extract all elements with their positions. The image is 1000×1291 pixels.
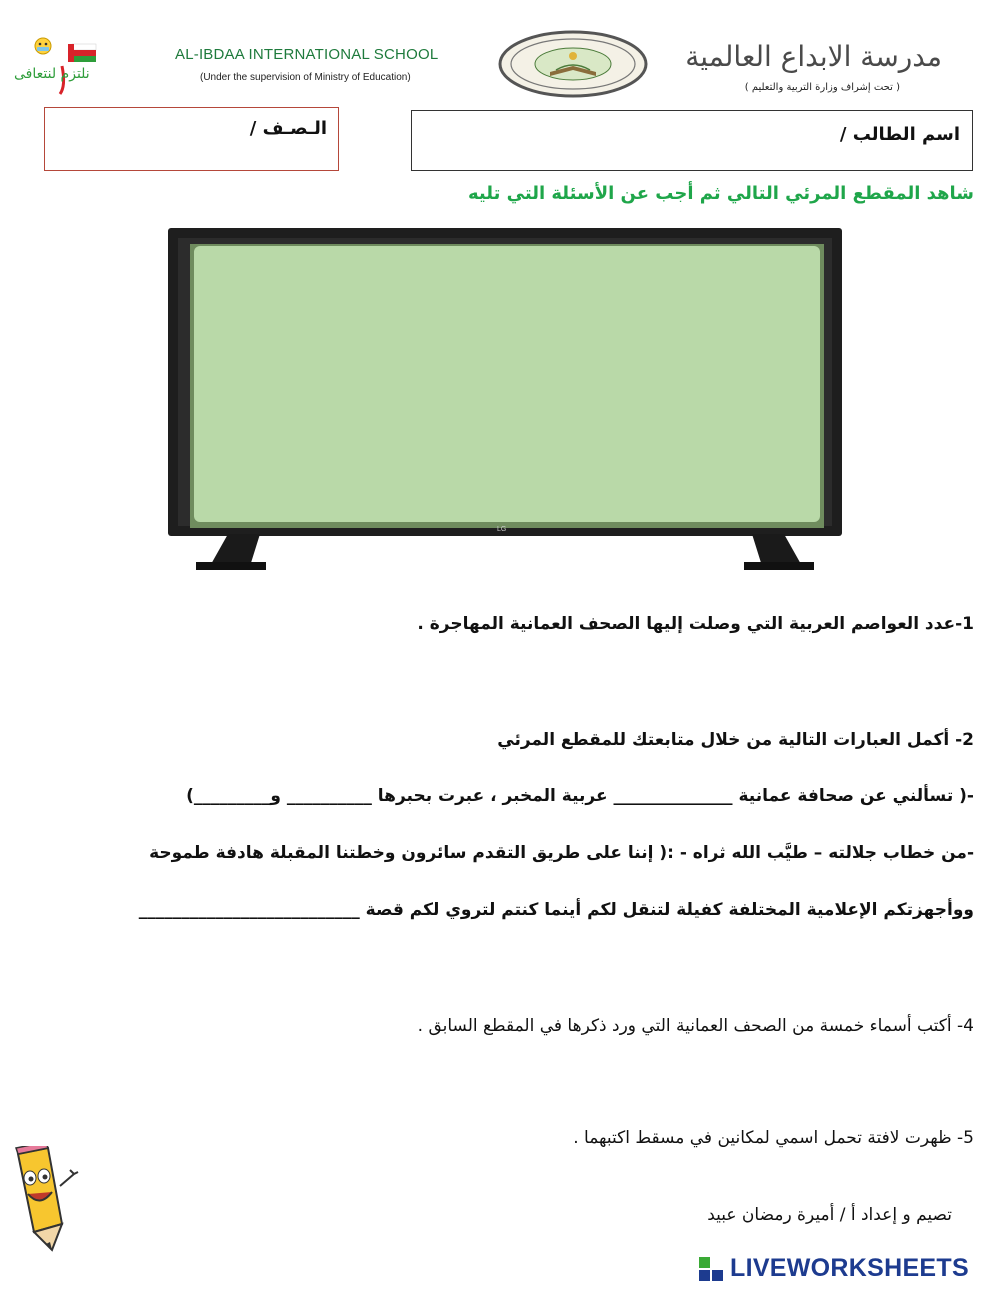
school-seal-icon: [498, 30, 648, 102]
question-2-line-2: -من خطاب جلالته – طيَّب الله ثراه - :( إننا على طريق التقدم سائرون وخطتنا المقبلة هادفة طموحة: [149, 843, 974, 863]
question-5: 5- ظهرت لافتة تحمل اسمي لمكانين في مسقط اكتبهما .: [573, 1128, 974, 1148]
video-screen: [194, 246, 820, 522]
liveworksheets-brand[interactable]: LIVEWORKSHEETS: [730, 1254, 969, 1282]
school-name-ar: مدرسة الابداع العالمية: [685, 40, 942, 73]
pencil-mascot-icon: [0, 1146, 80, 1260]
author-credit: تصيم و إعداد أ / أميرة رمضان عبيد: [707, 1205, 952, 1225]
question-2-line-1[interactable]: -( تسألني عن صحافة عمانية ______________ عربية المخبر ، عبرت بحبرها __________ و_________): [186, 786, 974, 806]
video-player[interactable]: [168, 228, 842, 580]
school-name-en: AL-IBDAA INTERNATIONAL SCHOOL: [175, 46, 439, 63]
question-2-title: 2- أكمل العبارات التالية من خلال متابعتك للمقطع المرئي: [497, 730, 974, 750]
class-label: الـصـف /: [249, 118, 327, 139]
instruction-text: شاهد المقطع المرئي التالي ثم أجب عن الأسئلة التي تليه: [468, 183, 974, 204]
school-subtitle-ar: ( تحت إشراف وزارة التربية والتعليم ): [744, 82, 900, 93]
question-2-line-3[interactable]: ووأجهزتكم الإعلامية المختلفة كفيلة لتنقل لكم أينما كنتم لتروي لكم قصة __________________________: [138, 900, 974, 920]
liveworksheets-logo-icon: [698, 1255, 726, 1287]
school-subtitle-en: (Under the supervision of Ministry of Education): [200, 72, 411, 83]
question-1: 1-عدد العواصم العربية التي وصلت إليها الصحف العمانية المهاجرة .: [417, 614, 974, 634]
student-name-label: اسم الطالب /: [839, 124, 960, 145]
question-4: 4- أكتب أسماء خمسة من الصحف العمانية التي ورد ذكرها في المقطع السابق .: [417, 1016, 974, 1036]
tv-brand-logo: LG: [497, 526, 507, 533]
campaign-slogan: نلتزم لنتعافى: [14, 66, 90, 82]
class-box[interactable]: [44, 107, 339, 171]
campaign-logo: [10, 36, 105, 100]
